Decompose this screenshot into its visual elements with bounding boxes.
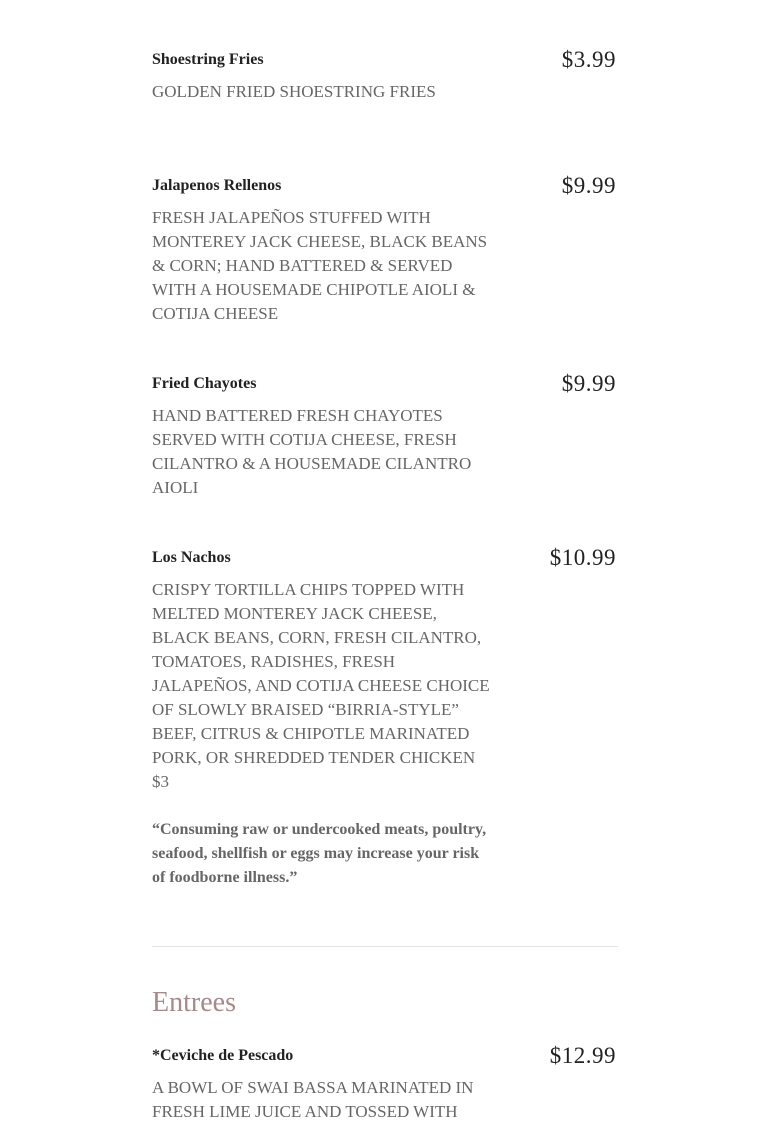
menu-item-name: Jalapenos Rellenos xyxy=(152,177,282,194)
menu-item-price: $9.99 xyxy=(561,371,616,396)
menu-item-name: Shoestring Fries xyxy=(152,51,264,68)
menu-item-description: HAND BATTERED FRESH CHAYOTES SERVED WITH COTIJA CHEESE, FRESH CILANTRO & A HOUSEMADE CILANTRO AIOLI xyxy=(152,406,472,497)
menu-item-price: $12.99 xyxy=(549,1043,616,1068)
menu-item-name: Fried Chayotes xyxy=(152,375,257,392)
section-divider xyxy=(152,946,618,947)
menu-item-price: $9.99 xyxy=(561,173,616,198)
menu-item-description: GOLDEN FRIED SHOESTRING FRIES xyxy=(152,82,436,101)
menu-item-description: A BOWL OF SWAI BASSA MARINATED IN FRESH LIME JUICE AND TOSSED WITH xyxy=(152,1078,474,1121)
menu-item-description: CRISPY TORTILLA CHIPS TOPPED WITH MELTED MONTEREY JACK CHEESE, BLACK BEANS, CORN, FRESH CILANTRO, TOMATOES, RADISHES, FRESH JALAPEÑOS, AND COTIJA CHEESE CHOICE OF SLOWLY BRAISED “BIRRIA-STYLE” BEEF, CITRUS & CHIPOTLE MARINATED PORK, OR SHREDDED TENDER CHICKEN $3 xyxy=(152,580,490,791)
menu-item-price: $3.99 xyxy=(561,47,616,72)
section-title-entrees: Entrees xyxy=(152,987,236,1018)
menu-item-price: $10.99 xyxy=(549,545,616,570)
menu-item-name: *Ceviche de Pescado xyxy=(152,1047,294,1064)
menu-item-name: Los Nachos xyxy=(152,549,231,566)
menu-item-description: FRESH JALAPEÑOS STUFFED WITH MONTEREY JACK CHEESE, BLACK BEANS & CORN; HAND BATTERED & SERVED WITH A HOUSEMADE CHIPOTLE AIOLI & COTIJA CHEESE xyxy=(152,208,488,323)
food-safety-notice: “Consuming raw or undercooked meats, poultry, seafood, shellfish or eggs may increase your risk of foodborne illness.” xyxy=(152,821,487,886)
